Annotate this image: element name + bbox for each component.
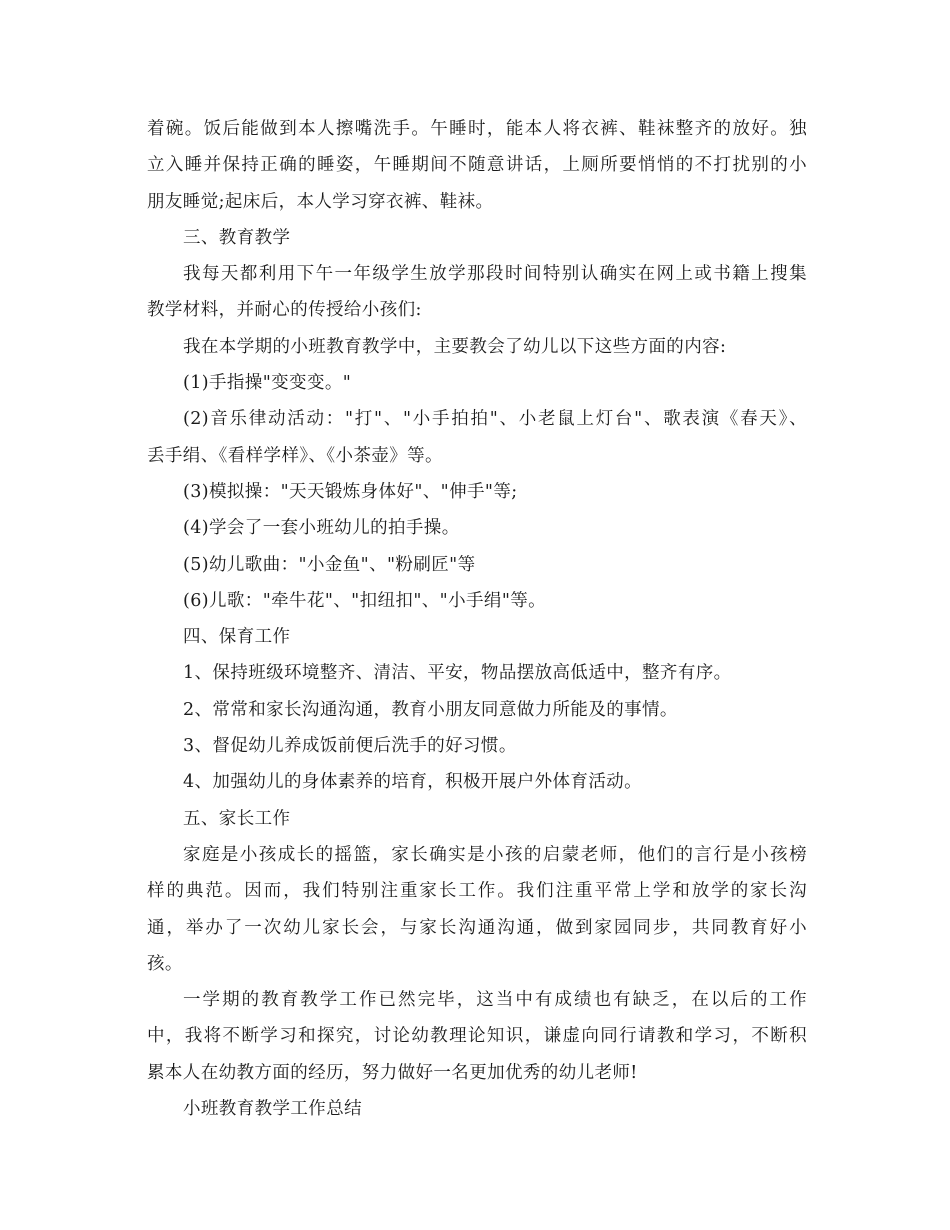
- text-line: 样的典范。因而，我们特别注重家长工作。我们注重平常上学和放学的家长沟: [147, 881, 807, 902]
- text-line: 着碗。饭后能做到本人擦嘴洗手。午睡时，能本人将衣裤、鞋袜整齐的放好。独: [147, 119, 807, 139]
- text-line: 家庭是小孩成长的摇篮，家长确实是小孩的启蒙老师，他们的言行是小孩榜: [183, 844, 807, 865]
- text-line: 累本人在幼教方面的经历，努力做好一名更加优秀的幼儿老师!: [147, 1062, 638, 1083]
- text-line: 我每天都利用下午一年级学生放学那段时间特别认确实在网上或书籍上搜集: [183, 264, 807, 285]
- list-item: (4)学会了一套小班幼儿的拍手操。: [183, 518, 460, 539]
- list-item: (5)幼儿歌曲："小金鱼"、"粉刷匠"等: [183, 554, 476, 575]
- list-item: 4、加强幼儿的身体素养的培育，积极开展户外体育活动。: [183, 772, 643, 793]
- text-line: 我在本学期的小班教育教学中，主要教会了幼儿以下这些方面的内容:: [183, 336, 727, 357]
- list-item: (2)音乐律动活动："打"、"小手拍拍"、小老鼠上灯台"、歌表演《春天》、: [183, 409, 807, 430]
- document-title: 小班教育教学工作总结: [183, 1099, 362, 1120]
- text-line: 一学期的教育教学工作已然完毕，这当中有成绩也有缺乏，在以后的工作: [183, 990, 807, 1011]
- list-item: 2、常常和家长沟通沟通，教育小朋友同意做力所能及的事情。: [183, 699, 678, 720]
- section-heading: 四、保育工作: [183, 627, 291, 648]
- list-item: 3、督促幼儿养成饭前便后洗手的好习惯。: [183, 736, 517, 757]
- list-item: (3)模拟操："天天锻炼身体好"、"伸手"等;: [183, 481, 518, 502]
- text-line: 中，我将不断学习和探究，讨论幼教理论知识，谦虚向同行请教和学习，不断积: [147, 1026, 807, 1047]
- text-line: 丢手绢、《看样学样》、《小茶壶》等。: [147, 445, 443, 466]
- document-body: [147, 111, 807, 1127]
- list-item: (6)儿歌："牵牛花"、"扣纽扣"、"小手绢"等。: [183, 590, 547, 611]
- text-line: 朋友睡觉;起床后，本人学习穿衣裤、鞋袜。: [147, 191, 494, 212]
- text-line: 教学材料，并耐心的传授给小孩们:: [147, 300, 422, 321]
- list-item: (1)手指操"变变变。": [183, 373, 352, 394]
- section-heading: 五、家长工作: [183, 808, 291, 829]
- text-line: 通，举办了一次幼儿家长会，与家长沟通沟通，做到家园同步，共同教育好小: [147, 917, 807, 938]
- text-line: 孩。: [147, 953, 183, 974]
- section-heading: 三、教育教学: [183, 227, 291, 248]
- text-line: 立入睡并保持正确的睡姿，午睡期间不随意讲话，上厕所要悄悄的不打扰别的小: [147, 155, 807, 176]
- list-item: 1、保持班级环境整齐、清洁、平安，物品摆放高低适中，整齐有序。: [183, 663, 732, 684]
